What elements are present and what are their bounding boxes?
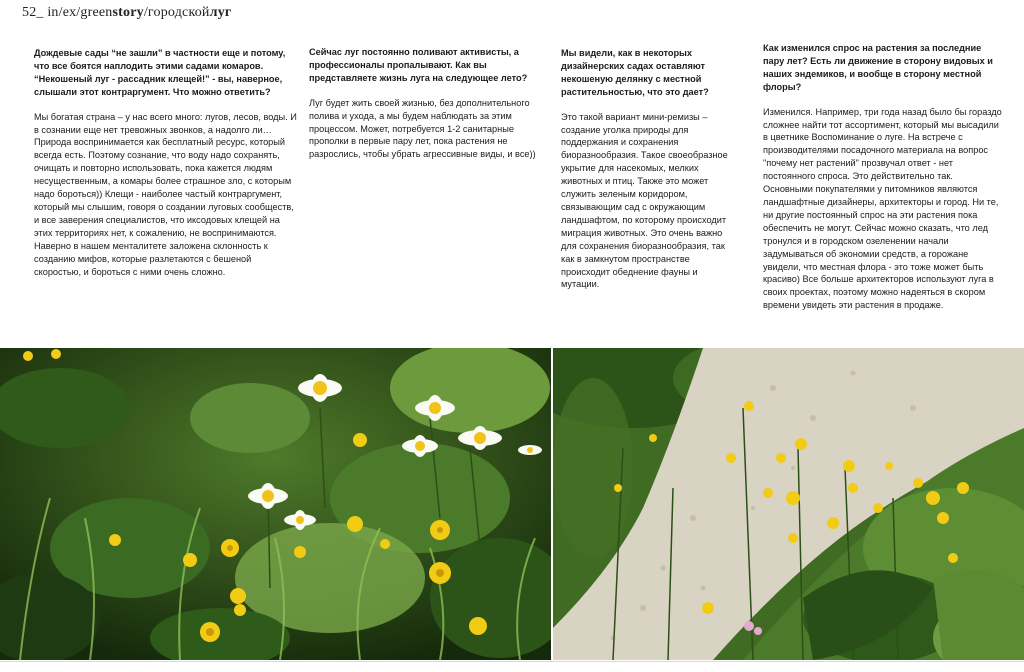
question-4: Как изменился спрос на растения за последние пару лет? Есть ли движение в сторону видовых и наших эндемиков, и вообще в сторону местной флоры?	[763, 43, 993, 92]
running-header	[22, 5, 231, 21]
question-3: Мы видели, как в некоторых дизайнерских садах оставляют некошеную делянку с местной растительностью, что это дает?	[561, 48, 709, 97]
interview-column-2	[309, 46, 539, 161]
meadow-photo-daisies	[0, 348, 551, 660]
answer-2: Луг будет жить своей жизнью, без дополнительного полива и ухода, а мы будем наблюдать за этим процессом. Может, потребуется 1-2 санитарные прополки в первые пару лет, пока растения не разрослись, чтобы убрать агрессивные виды, и все))	[309, 97, 536, 160]
page-number: 52_	[22, 5, 44, 20]
question-1: Дождевые сады “не зашли” в частности еще и потому, что все боятся наплодить этими садами комаров. “Некошеный луг - рассадник клещей!” - вы, наверное, слышали этот контраргумент. Что можно ответить?	[34, 48, 286, 97]
answer-3: Это такой вариант мини-ремизы – создание уголка природы для поддержания и сохранения биоразнообразия. Такое своеобразное укрытие для насекомых, мелких животных и птиц. Также это может служить зеленым коридором, связывающим сад с окружающим ландшафтом, по которому происходит миграция животных. Это очень важно для сохранения биоразнообразия, так как в замкнутом пространстве происходит обеднение фауны и мутации.	[561, 111, 728, 290]
section-path: in/ex/greenstory/городскойлуг	[47, 5, 232, 20]
meadow-photo-gravel-path	[553, 348, 1024, 660]
interview-column-3	[561, 47, 737, 291]
interview-column-1	[34, 47, 300, 278]
answer-4: Изменился. Например, три года назад было бы гораздо сложнее найти тот ассортимент, который мы высадили в цветнике Воспоминание о луге. На встрече с производителями посадочного материала на вопрос "почему нет растений" прозвучал ответ - нет постоянного спроса. Это действительно так. Основными покупателями у питомников являются ландшафтные дизайнеры, архитекторы и город. Ни те, ни другие постоянный спрос на эти растения пока обеспечить не могут. Сейчас можно сказать, что лед тронулся и в городском озеленении начали задумываться об экономии средств, а горожане увидели, что местная флора - это тоже может быть красиво) Все больше архитекторов используют луга в своих проектах, поэтому можно надеяться в скором времени увидеть эти растения в продаже.	[763, 106, 1002, 311]
answer-1: Мы богатая страна – у нас всего много: лугов, лесов, воды. И в сознании еще нет тревожных звонков, а надолго ли… Природа воспринимается как бесплатный ресурс, который всегда есть. Поэтому сознание, что воду надо сохранять, очищать и повторно использовать, пока кажется людям несущественным, а комары более страшное зло, с которым надо бороться)) Клещи - наиболее частый контраргумент, который мы слышим, говоря о создании луговых сообществ, и все заверения специалистов, что иксодовых клещей на этих территориях нет, к сожалению, не воспринимаются. Наверно в нашем менталитете заложена склонность к созданию мифов, которые разлетаются с бешеной скоростью, и бороться с ними очень сложно.	[34, 111, 297, 277]
question-2: Сейчас луг постоянно поливают активисты, а профессионалы пропалывают. Как вы представляете жизнь луга на следующее лето?	[309, 47, 528, 83]
page-bottom-rule	[0, 661, 1024, 662]
interview-column-4	[763, 42, 1003, 312]
